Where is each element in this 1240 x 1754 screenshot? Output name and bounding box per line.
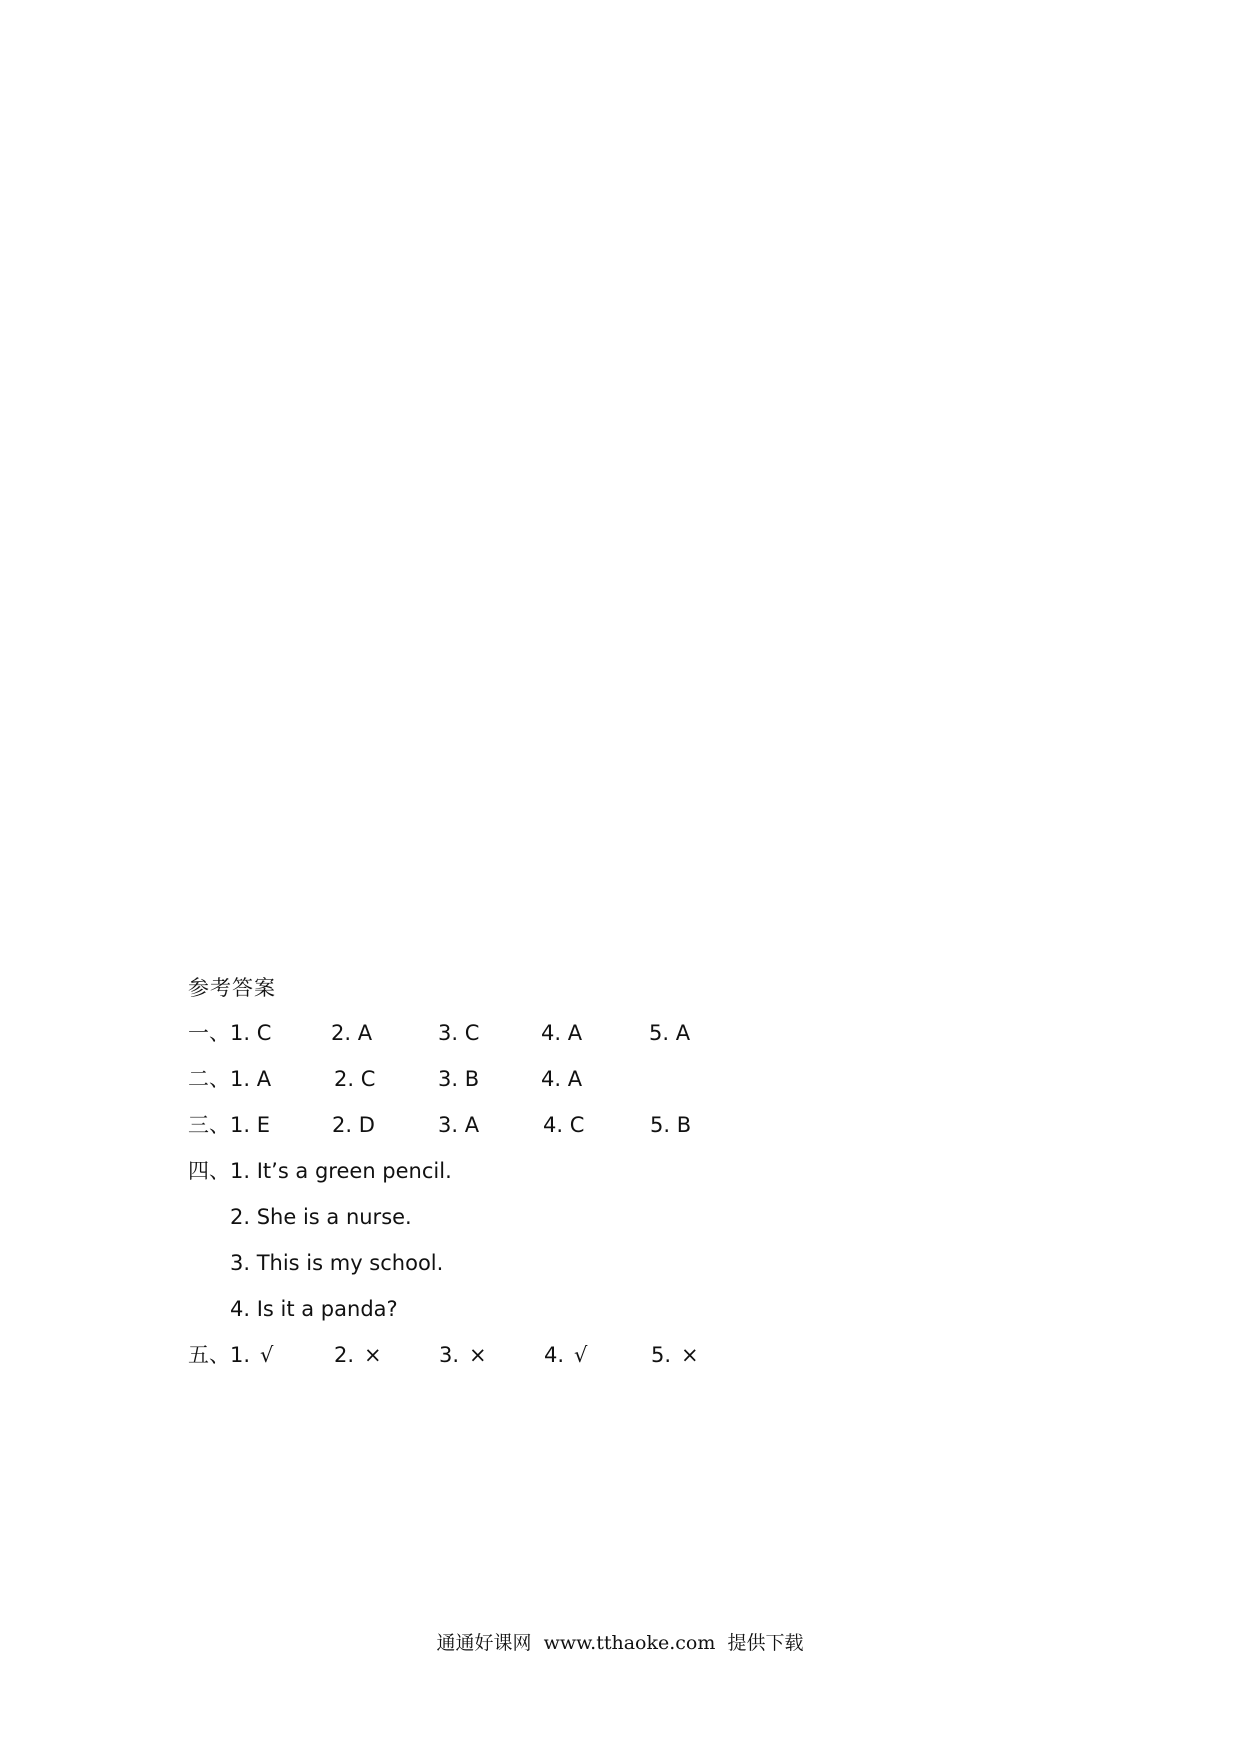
section-4-row-4 — [188, 1296, 888, 1342]
section-1-answer-4: 4. A — [541, 1021, 583, 1045]
section-4-row-2 — [188, 1204, 888, 1250]
section-4-row-3 — [188, 1250, 888, 1296]
section-1-answer-1: 1. C — [230, 1021, 272, 1045]
answer-number: 1. — [230, 1343, 251, 1367]
section-2-answer-4: 4. A — [541, 1067, 583, 1091]
answer-key — [188, 975, 888, 1388]
section-2-answer-2: 2. C — [334, 1067, 376, 1091]
footer-credit: 通通好课网 www.tthaoke.com 提供下载 — [436, 1632, 804, 1654]
cross-mark-icon: × — [469, 1343, 487, 1367]
answer-key-title: 参考答案 — [188, 976, 276, 1000]
section-1-answer-3: 3. C — [438, 1021, 480, 1045]
answer-number: 3. — [439, 1343, 460, 1367]
section-3-row — [188, 1112, 888, 1158]
section-5-answer-2 — [334, 1342, 382, 1368]
cross-mark-icon: × — [681, 1343, 699, 1367]
section-5-answer-4 — [544, 1342, 587, 1368]
section-3-label: 三、 — [188, 1113, 230, 1137]
section-5-answer-5 — [651, 1342, 699, 1368]
section-2-label: 二、 — [188, 1067, 230, 1091]
answer-number: 2. — [334, 1343, 355, 1367]
answer-number: 5. — [651, 1343, 672, 1367]
section-2-answer-1: 1. A — [230, 1067, 272, 1091]
section-3-answer-4: 4. C — [543, 1113, 585, 1137]
section-2-answer-3: 3. B — [438, 1067, 480, 1091]
section-1-answer-5: 5. A — [649, 1021, 691, 1045]
section-1-row — [188, 1020, 888, 1066]
section-5-answer-3 — [439, 1342, 487, 1368]
section-1-label: 一、 — [188, 1021, 230, 1045]
section-4-label: 四、 — [188, 1159, 230, 1183]
answer-number: 4. — [544, 1343, 565, 1367]
section-5-answer-1 — [230, 1342, 273, 1368]
section-3-answer-1: 1. E — [230, 1113, 270, 1137]
check-mark-icon: √ — [260, 1343, 274, 1367]
section-4-sentence-3: 3. This is my school. — [230, 1251, 444, 1275]
section-5-label: 五、 — [188, 1343, 230, 1367]
section-4-sentence-1: 1. It’s a green pencil. — [230, 1159, 452, 1183]
section-3-answer-2: 2. D — [332, 1113, 375, 1137]
section-2-row — [188, 1066, 888, 1112]
section-3-answer-5: 5. B — [650, 1113, 692, 1137]
check-mark-icon: √ — [574, 1343, 588, 1367]
section-4-sentence-4: 4. Is it a panda? — [230, 1297, 398, 1321]
section-4-sentence-2: 2. She is a nurse. — [230, 1205, 412, 1229]
section-1-answer-2: 2. A — [331, 1021, 373, 1045]
section-4-row-1 — [188, 1158, 888, 1204]
section-3-answer-3: 3. A — [438, 1113, 480, 1137]
cross-mark-icon: × — [364, 1343, 382, 1367]
section-5-row — [188, 1342, 888, 1388]
